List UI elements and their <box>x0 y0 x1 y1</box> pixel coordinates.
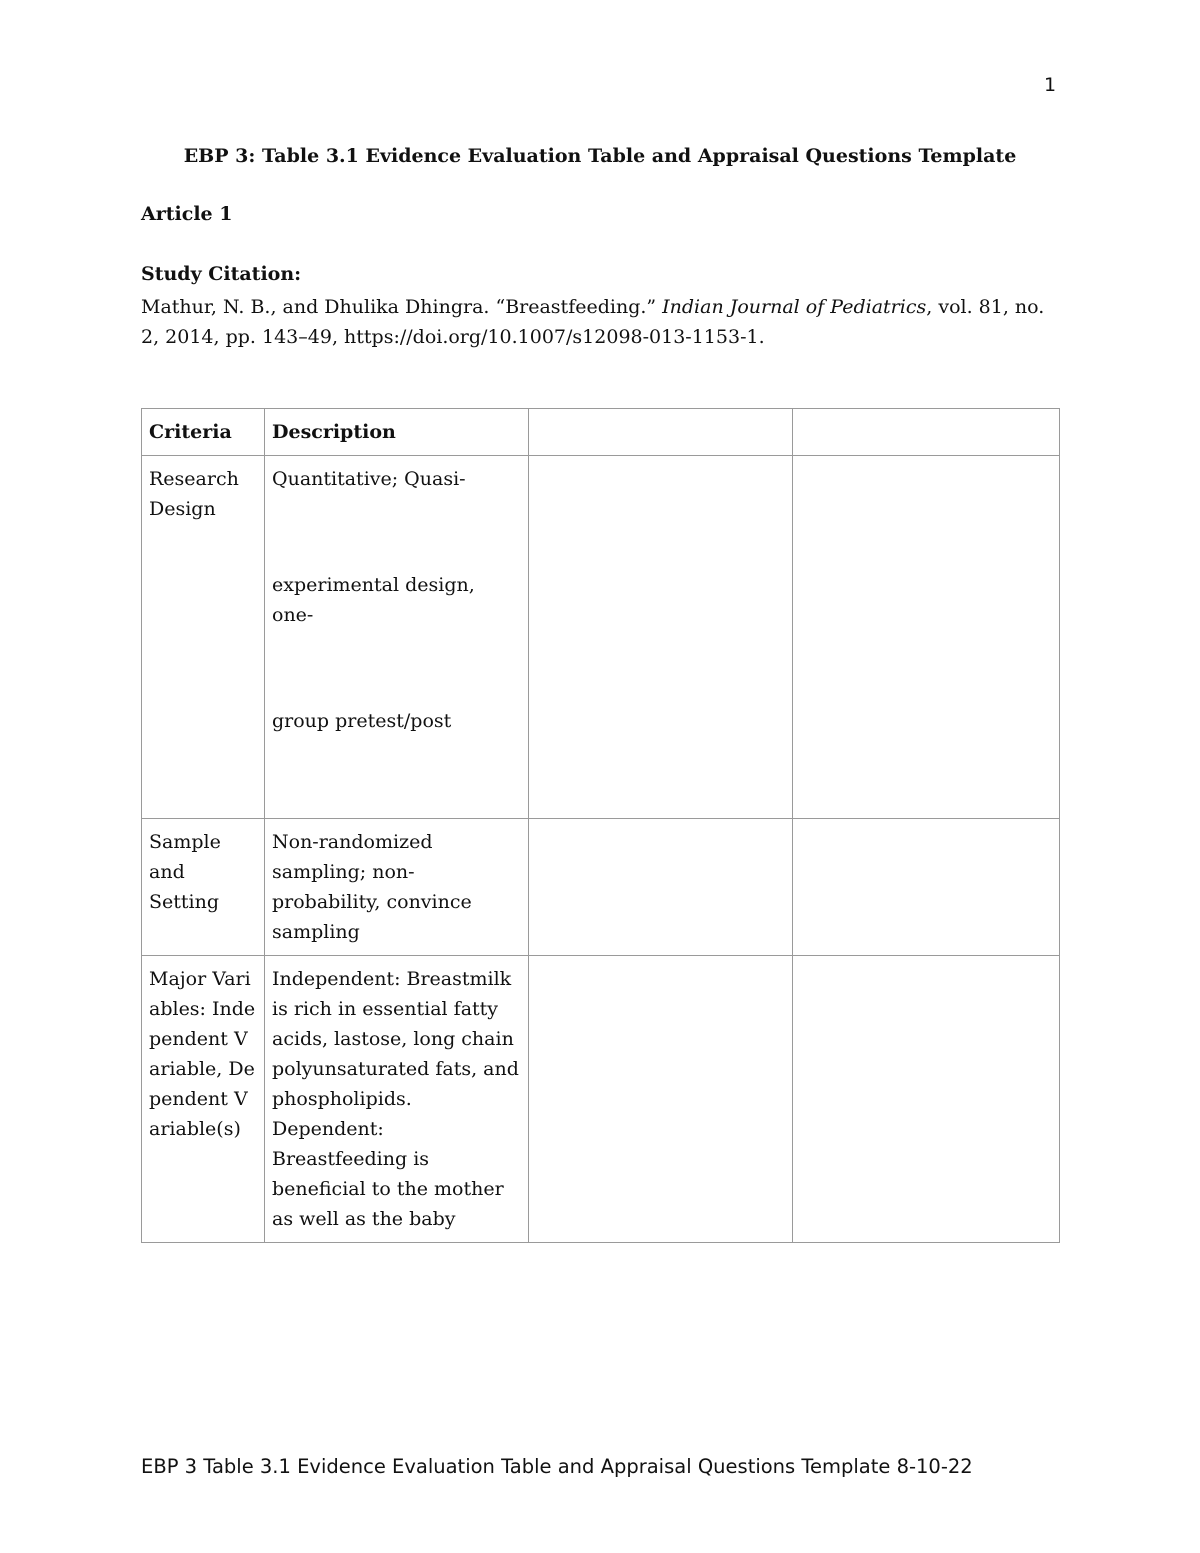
citation-details: , vol. 81, no. 2, 2014, pp. 143–49, https://doi.org/10.1007/s12098-013-1153-1. <box>141 296 1045 348</box>
citation-authors-title: Mathur, N. B., and Dhulika Dhingra. “Breastfeeding.” <box>141 296 663 318</box>
empty-cell <box>793 819 1060 956</box>
description-line: group pretest/post <box>272 710 452 732</box>
table-row-research-design <box>142 456 1060 819</box>
description-cell: Non-randomized sampling; non-probability, convince sampling <box>265 819 529 956</box>
citation-journal: Indian Journal of Pediatrics <box>662 296 927 318</box>
empty-cell <box>529 456 793 819</box>
study-citation-label: Study Citation: <box>141 263 302 285</box>
description-line: experimental design, one- <box>272 574 475 626</box>
document-title: EBP 3: Table 3.1 Evidence Evaluation Table and Appraisal Questions Template <box>183 145 1017 167</box>
header-description: Description <box>265 409 529 456</box>
empty-cell <box>793 456 1060 819</box>
page-footer: EBP 3 Table 3.1 Evidence Evaluation Table and Appraisal Questions Template 8-10-22 <box>141 1455 973 1478</box>
description-line: Independent: Breastmilk is rich in essential fatty acids, lastose, long chain polyunsaturated fats, and phospholipids. <box>272 968 519 1110</box>
header-blank-2 <box>793 409 1060 456</box>
criteria-cell: Sample and Setting <box>142 819 265 956</box>
table-row-sample-setting <box>142 819 1060 956</box>
table-row-major-variables <box>142 956 1060 1243</box>
article-heading: Article 1 <box>141 203 233 225</box>
page-number: 1 <box>1044 74 1057 96</box>
evidence-evaluation-table <box>141 408 1060 1243</box>
criteria-cell: Research Design <box>142 456 265 819</box>
table-header-row <box>142 409 1060 456</box>
empty-cell <box>529 819 793 956</box>
header-blank-1 <box>529 409 793 456</box>
study-citation <box>141 292 1061 352</box>
description-cell <box>265 456 529 819</box>
description-cell <box>265 956 529 1243</box>
description-line: Quantitative; Quasi- <box>272 468 466 490</box>
description-line: Dependent: Breastfeeding is beneficial to the mother as well as the baby <box>272 1118 504 1230</box>
empty-cell <box>529 956 793 1243</box>
empty-cell <box>793 956 1060 1243</box>
criteria-cell: Major Variables: Independent Variable, Dependent Variable(s) <box>142 956 265 1243</box>
header-criteria: Criteria <box>142 409 265 456</box>
